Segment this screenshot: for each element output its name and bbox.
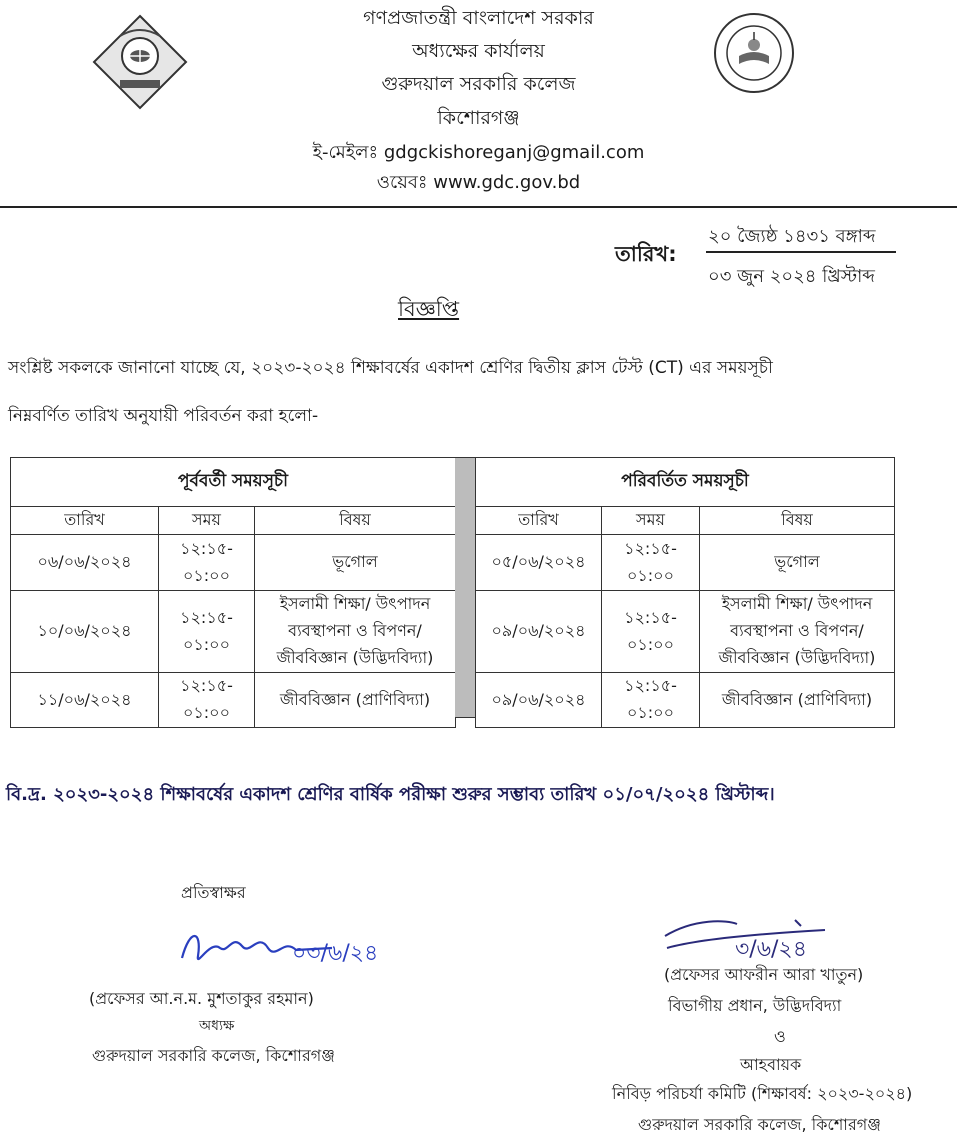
table-row (11, 535, 456, 591)
countersign-label: প্রতিস্বাক্ষর (181, 883, 246, 902)
header-office: অধ্যক্ষের কার্যালয় (412, 40, 545, 62)
convener-name: (প্রফেসর আফরীন আরা খাতুন) (664, 965, 864, 984)
row-date: ০৬/০৬/২০২৪ (11, 535, 159, 591)
table-row (11, 673, 456, 728)
column-header-time: সময় (159, 507, 255, 535)
row-date: ০৫/০৬/২০২৪ (476, 535, 602, 591)
principal-signature-image (172, 918, 402, 978)
previous-schedule-caption: পূর্ববর্তী সময়সূচী (11, 458, 456, 507)
convener-title: বিভাগীয় প্রধান, উদ্ভিদবিদ্যা (668, 996, 842, 1015)
column-header-date: তারিখ (11, 507, 159, 535)
row-subject: ইসলামী শিক্ষা/ উৎপাদন ব্যবস্থাপনা ও বিপণন/ জীববিজ্ঞান (উদ্ভিদবিদ্যা) (255, 591, 456, 673)
notice-title: বিজ্ঞপ্তি (398, 297, 460, 321)
column-header-time: সময় (602, 507, 700, 535)
principal-name: (প্রফেসর আ.ন.ম. মুশতাকুর রহমান) (89, 989, 314, 1008)
table-row (11, 591, 456, 673)
row-subject: জীববিজ্ঞান (প্রাণিবিদ্যা) (255, 673, 456, 728)
date-label: তারিখ: (615, 242, 677, 266)
changed-schedule-table (475, 457, 895, 728)
convener-org: গুরুদয়াল সরকারি কলেজ, কিশোরগঞ্জ (638, 1115, 881, 1134)
row-time: ১২:১৫- ০১:০০ (159, 591, 255, 673)
row-time: ১২:১৫- ০১:০০ (602, 673, 700, 728)
table-separator (455, 457, 475, 718)
table-row (476, 673, 895, 728)
principal-org: গুরুদয়াল সরকারি কলেজ, কিশোরগঞ্জ (92, 1046, 335, 1065)
header-email: ই-মেইলঃ gdgckishoreganj@gmail.com (312, 142, 645, 163)
column-header-date: তারিখ (476, 507, 602, 535)
row-time: ১২:১৫- ০১:০০ (602, 591, 700, 673)
date-divider (706, 251, 896, 253)
row-date: ১০/০৬/২০২৪ (11, 591, 159, 673)
header-college: গুরুদয়াল সরকারি কলেজ (381, 73, 576, 95)
header-divider (0, 206, 957, 208)
previous-schedule-table (10, 457, 456, 728)
row-subject: ভূগোল (255, 535, 456, 591)
table-row (476, 535, 895, 591)
footnote: বি.দ্র. ২০২৩-২০২৪ শিক্ষাবর্ষের একাদশ শ্রেণির বার্ষিক পরীক্ষা শুরুর সম্ভাব্য তারিখ ০১/০৭/২০২৪ খ্রিস্টাব্দ। (6, 784, 775, 805)
header-website: ওয়েবঃ www.gdc.gov.bd (376, 172, 581, 193)
column-header-subject: বিষয় (255, 507, 456, 535)
row-subject: ভূগোল (700, 535, 895, 591)
row-date: ১১/০৬/২০২৪ (11, 673, 159, 728)
row-time: ১২:১৫- ০১:০০ (159, 673, 255, 728)
convener-role: আহবায়ক (740, 1055, 802, 1074)
convener-committee: নিবিড় পরিচর্যা কমিটি (শিক্ষাবর্ষ: ২০২৩-২০২৪) (612, 1084, 913, 1103)
row-date: ০৯/০৬/২০২৪ (476, 673, 602, 728)
date-bangla: ২০ জ্যৈষ্ঠ ১৪৩১ বঙ্গাব্দ (708, 226, 876, 247)
header-govt: গণপ্রজাতন্ত্রী বাংলাদেশ সরকার (363, 7, 594, 29)
principal-signature-date: ০৩/৬/২৪ (292, 941, 379, 966)
notice-paragraph-line1: সংশ্লিষ্ট সকলকে জানানো যাচ্ছে যে, ২০২৩-২০২৪ শিক্ষাবর্ষের একাদশ শ্রেণির দ্বিতীয় ক্লাস টেস্ট (CT) এর সময়সূচী (8, 358, 773, 378)
row-subject: ইসলামী শিক্ষা/ উৎপাদন ব্যবস্থাপনা ও বিপণন/ জীববিজ্ঞান (উদ্ভিদবিদ্যা) (700, 591, 895, 673)
column-header-subject: বিষয় (700, 507, 895, 535)
row-subject: জীববিজ্ঞান (প্রাণিবিদ্যা) (700, 673, 895, 728)
row-date: ০৯/০৬/২০২৪ (476, 591, 602, 673)
principal-title: অধ্যক্ষ (199, 1018, 235, 1034)
row-time: ১২:১৫- ০১:০০ (159, 535, 255, 591)
date-english: ০৩ জুন ২০২৪ খ্রিস্টাব্দ (708, 266, 875, 287)
table-row (476, 591, 895, 673)
notice-paragraph-line2: নিম্নবর্ণিত তারিখ অনুযায়ী পরিবর্তন করা হলো- (8, 406, 319, 426)
convener-signature-date: ৩/৬/২৪ (735, 937, 808, 962)
header-district: কিশোরগঞ্জ (437, 107, 520, 129)
changed-schedule-caption: পরিবর্তিত সময়সূচী (476, 458, 895, 507)
convener-and: ও (774, 1027, 786, 1046)
row-time: ১২:১৫- ০১:০০ (602, 535, 700, 591)
